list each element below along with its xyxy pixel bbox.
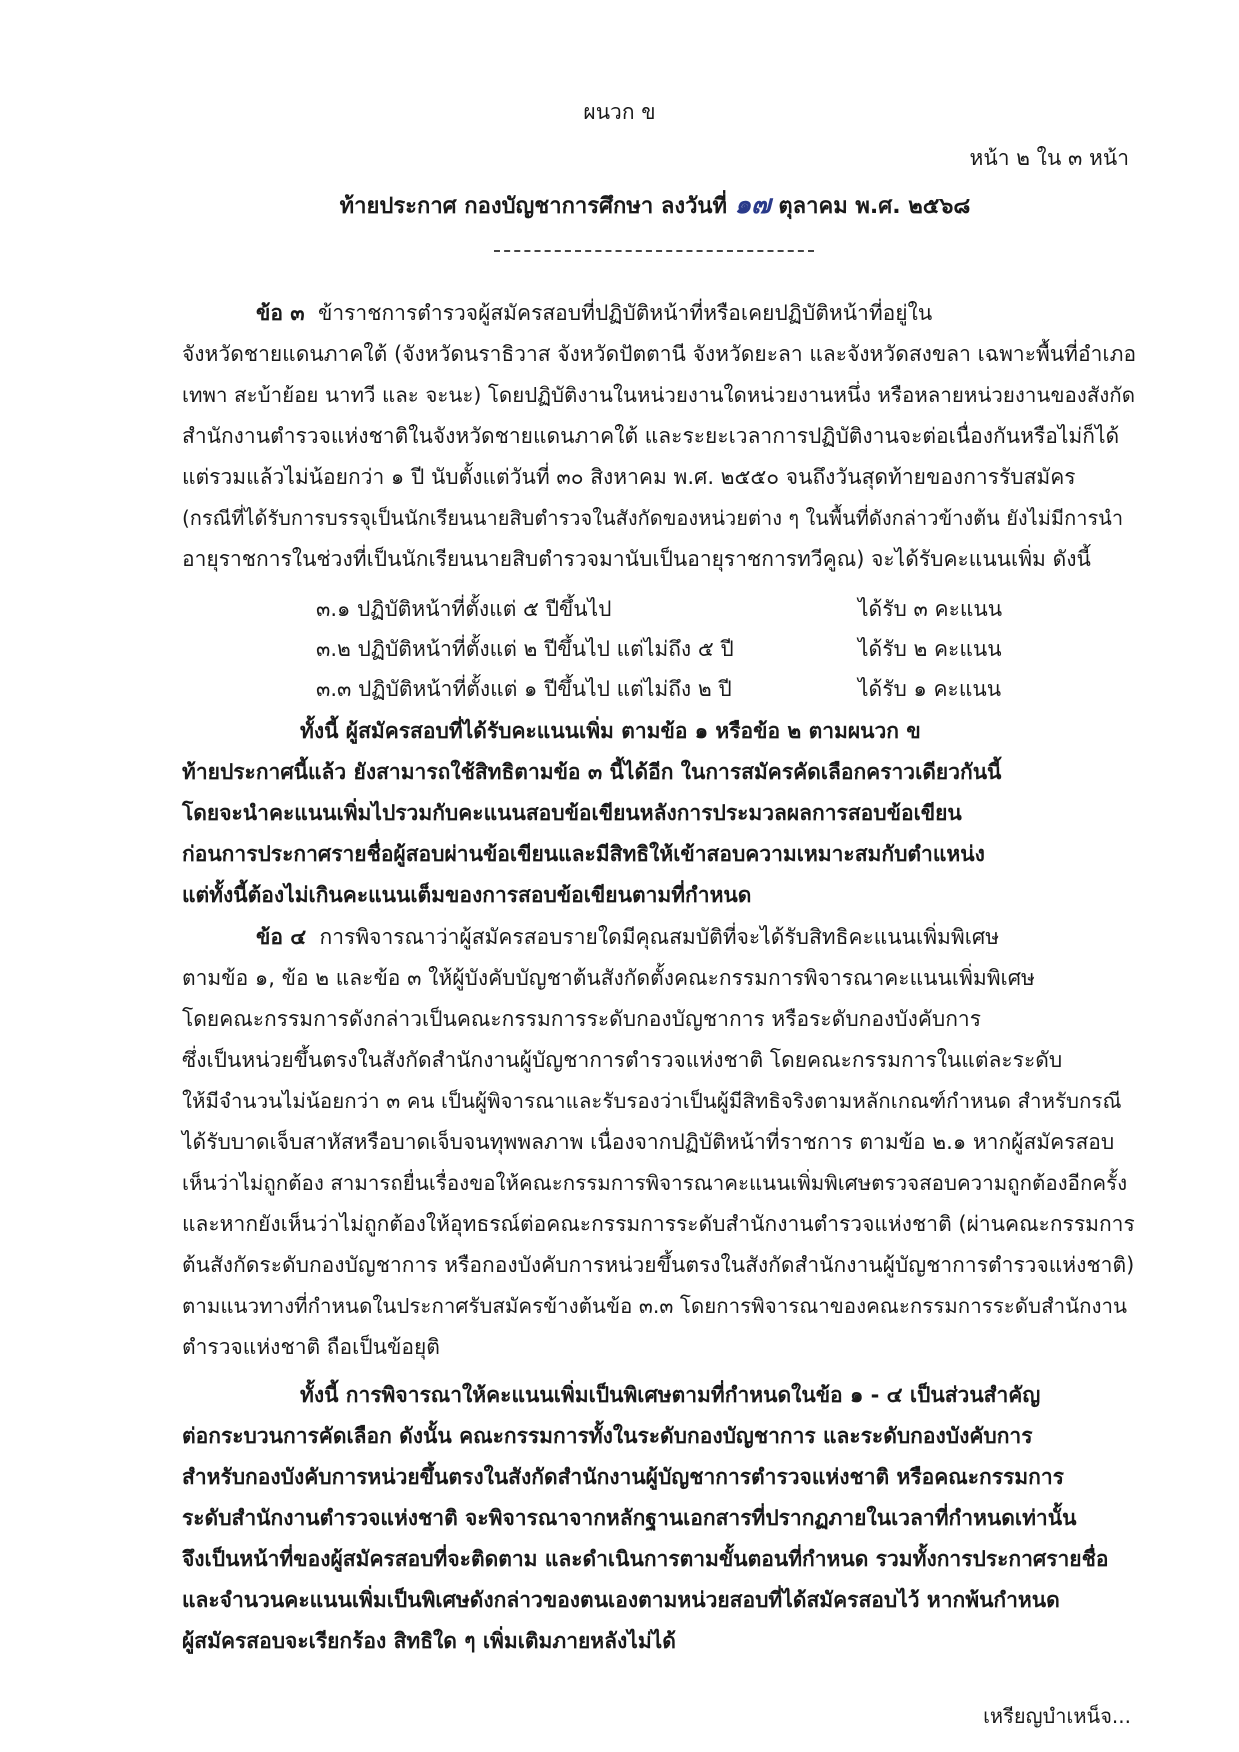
clause-3-item-text: ๓.๑ ปฏิบัติหน้าที่ตั้งแต่ ๕ ปีขึ้นไป [316,597,612,621]
note-1-line: ทั้งนี้ ผู้สมัครสอบที่ได้รับคะแนนเพิ่ม ตามข้อ ๑ หรือข้อ ๒ ตามผนวก ข [300,719,921,743]
continued-marker: เหรียญบำเหน็จ... [983,1704,1131,1728]
clause-3-item-score: ได้รับ ๓ คะแนน [858,597,1003,621]
clause-3-line: สำนักงานตำรวจแห่งชาติในจังหวัดชายแดนภาคใต้ และระยะเวลาการปฏิบัติงานจะต่อเนื่องกันหรือไม่ก็ได้ [182,424,1120,448]
clause-4-line: ซึ่งเป็นหน่วยขึ้นตรงในสังกัดสำนักงานผู้บัญชาการตำรวจแห่งชาติ โดยคณะกรรมการในแต่ละระดับ [182,1048,1063,1072]
note-1-line: แต่ทั้งนี้ต้องไม่เกินคะแนนเต็มของการสอบข้อเขียนตามที่กำหนด [182,883,752,907]
note-2-line: ทั้งนี้ การพิจารณาให้คะแนนเพิ่มเป็นพิเศษตามที่กำหนดในข้อ ๑ - ๔ เป็นส่วนสำคัญ [300,1383,1041,1407]
clause-3-line: จังหวัดชายแดนภาคใต้ (จังหวัดนราธิวาส จังหวัดปัตตานี จังหวัดยะลา และจังหวัดสงขลา เฉพาะพื้นที่อำเภอ [182,342,1137,366]
clause-4-text: การพิจารณาว่าผู้สมัครสอบรายใดมีคุณสมบัติที่จะได้รับสิทธิคะแนนเพิ่มพิเศษ [319,925,1000,949]
note-2-line: และจำนวนคะแนนเพิ่มเป็นพิเศษดังกล่าวของตนเองตามหน่วยสอบที่ได้สมัครสอบไว้ หากพ้นกำหนด [182,1588,1060,1612]
note-2-line: สำหรับกองบังคับการหน่วยขึ้นตรงในสังกัดสำนักงานผู้บัญชาการตำรวจแห่งชาติ หรือคณะกรรมการ [182,1465,1064,1489]
note-1-line: ท้ายประกาศนี้แล้ว ยังสามารถใช้สิทธิตามข้อ ๓ นี้ได้อีก ในการสมัครคัดเลือกคราวเดียวกันนี้ [182,760,1002,784]
clause-3-line: (กรณีที่ได้รับการบรรจุเป็นนักเรียนนายสิบตำรวจในสังกัดของหน่วยต่าง ๆ ในพื้นที่ดังกล่าวข้างต้น ยังไม่มีการนำ [182,506,1124,530]
clause-4-line: ตามแนวทางที่กำหนดในประกาศรับสมัครข้างต้นข้อ ๓.๓ โดยการพิจารณาของคณะกรรมการระดับสำนักงาน [182,1294,1128,1318]
clause-3-text: ข้าราชการตำรวจผู้สมัครสอบที่ปฏิบัติหน้าที่หรือเคยปฏิบัติหน้าที่อยู่ใน [318,301,933,325]
note-1-line: ก่อนการประกาศรายชื่อผู้สอบผ่านข้อเขียนและมีสิทธิให้เข้าสอบความเหมาะสมกับตำแหน่ง [182,842,985,866]
subtitle-prefix: ท้ายประกาศ กองบัญชาการศึกษา ลงวันที่ [339,194,727,219]
document-subtitle [0,184,1239,225]
note-2-line: ระดับสำนักงานตำรวจแห่งชาติ จะพิจารณาจากหลักฐานเอกสารที่ปรากฏภายในเวลาที่กำหนดเท่านั้น [182,1506,1077,1530]
annex-heading: ผนวก ข [583,100,656,124]
clause-4-line: เห็นว่าไม่ถูกต้อง สามารถยื่นเรื่องขอให้คณะกรรมการพิจารณาคะแนนเพิ่มพิเศษตรวจสอบความถูกต้องอีกครั้ง [182,1171,1128,1195]
clause-3-item-text: ๓.๓ ปฏิบัติหน้าที่ตั้งแต่ ๑ ปีขึ้นไป แต่ไม่ถึง ๒ ปี [316,677,732,701]
note-2-line: ผู้สมัครสอบจะเรียกร้อง สิทธิใด ๆ เพิ่มเติมภายหลังไม่ได้ [182,1629,676,1653]
note-1-line: โดยจะนำคะแนนเพิ่มไปรวมกับคะแนนสอบข้อเขียนหลังการประมวลผลการสอบข้อเขียน [182,801,962,825]
clause-3-line: เทพา สะบ้าย้อย นาทวี และ จะนะ) โดยปฏิบัติงานในหน่วยงานใดหน่วยงานหนึ่ง หรือหลายหน่วยงานของสังกัด [182,383,1136,407]
clause-4-first-line [256,922,999,952]
clause-4-line: โดยคณะกรรมการดังกล่าวเป็นคณะกรรมการระดับกองบัญชาการ หรือระดับกองบังคับการ [182,1007,981,1031]
handwritten-day: ๑๗ [734,190,771,220]
clause-3-line: แต่รวมแล้วไม่น้อยกว่า ๑ ปี นับตั้งแต่วันที่ ๓๐ สิงหาคม พ.ศ. ๒๕๕๐ จนถึงวันสุดท้ายของการรับสมัคร [182,465,1076,489]
clause-3-item-score: ได้รับ ๑ คะแนน [858,677,1002,701]
note-2-line: จึงเป็นหน้าที่ของผู้สมัครสอบที่จะติดตาม และดำเนินการตามขั้นตอนที่กำหนด รวมทั้งการประกาศรายชื่อ [182,1547,1109,1571]
clause-3-label: ข้อ ๓ [256,301,305,325]
clause-3-first-line [256,298,932,328]
clause-4-line: ตามข้อ ๑, ข้อ ๒ และข้อ ๓ ให้ผู้บังคับบัญชาต้นสังกัดตั้งคณะกรรมการพิจารณาคะแนนเพิ่มพิเศษ [182,966,1035,990]
clause-4-line: ได้รับบาดเจ็บสาหัสหรือบาดเจ็บจนทุพพลภาพ เนื่องจากปฏิบัติหน้าที่ราชการ ตามข้อ ๒.๑ หากผู้สมัครสอบ [182,1130,1115,1154]
clause-4-line: ตำรวจแห่งชาติ ถือเป็นข้อยุติ [182,1335,440,1359]
clause-4-line: และหากยังเห็นว่าไม่ถูกต้องให้อุทธรณ์ต่อคณะกรรมการระดับสำนักงานตำรวจแห่งชาติ (ผ่านคณะกรรมการ [182,1212,1135,1236]
clause-4-line: ต้นสังกัดระดับกองบัญชาการ หรือกองบังคับการหน่วยขึ้นตรงในสังกัดสำนักงานผู้บัญชาการตำรวจแห่งชาติ) [182,1253,1135,1277]
clause-3-item-text: ๓.๒ ปฏิบัติหน้าที่ตั้งแต่ ๒ ปีขึ้นไป แต่ไม่ถึง ๕ ปี [316,637,734,661]
dashed-separator [494,250,814,252]
note-2-line: ต่อกระบวนการคัดเลือก ดังนั้น คณะกรรมการทั้งในระดับกองบัญชาการ และระดับกองบังคับการ [182,1424,1033,1448]
page-number: หน้า ๒ ใน ๓ หน้า [969,146,1129,170]
subtitle-suffix: ตุลาคม พ.ศ. ๒๕๖๘ [778,194,971,219]
clause-4-line: ให้มีจำนวนไม่น้อยกว่า ๓ คน เป็นผู้พิจารณาและรับรองว่าเป็นผู้มีสิทธิจริงตามหลักเกณฑ์กำหนด สำหรับกรณี [182,1089,1122,1113]
clause-3-item-score: ได้รับ ๒ คะแนน [858,637,1002,661]
clause-3-line: อายุราชการในช่วงที่เป็นนักเรียนนายสิบตำรวจมานับเป็นอายุราชการทวีคูณ) จะได้รับคะแนนเพิ่ม ดังนี้ [182,547,1091,571]
clause-4-label: ข้อ ๔ [256,925,307,949]
